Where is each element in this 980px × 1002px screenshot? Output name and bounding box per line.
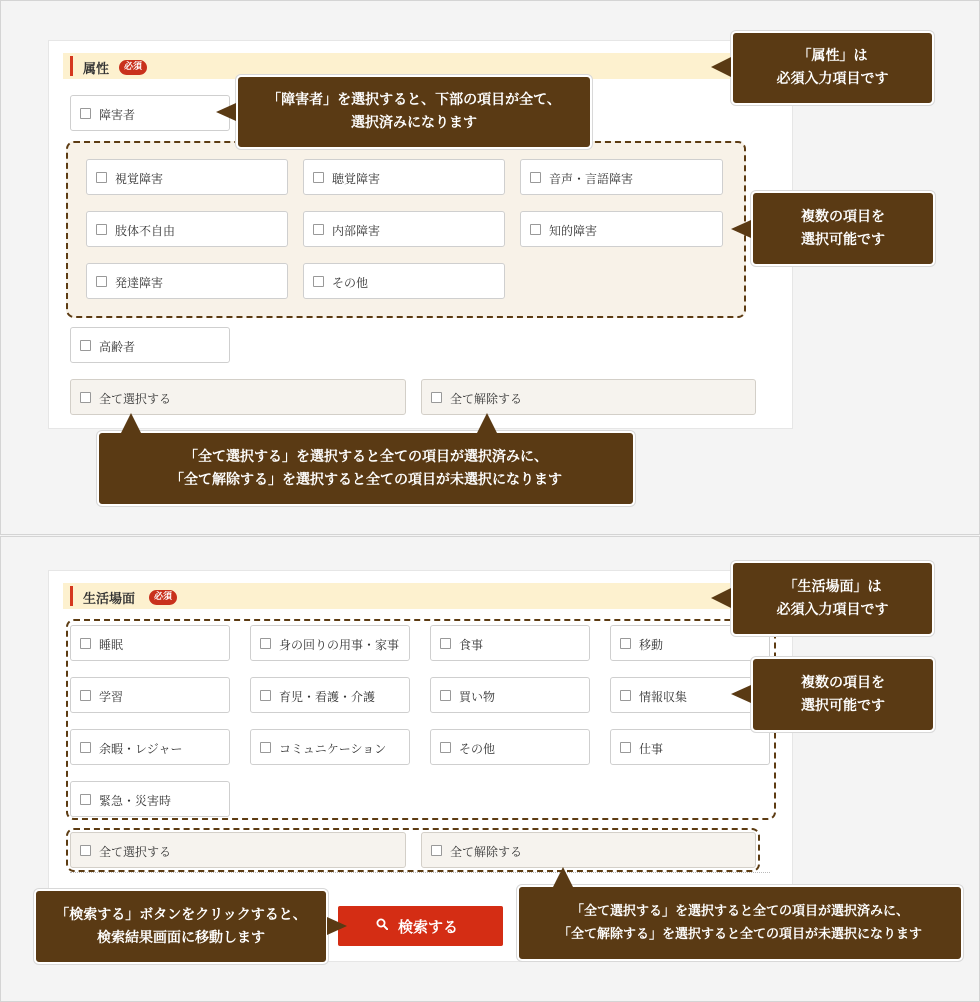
option-label: 知的障害 [549,224,598,238]
checkbox-unchecked-icon[interactable] [80,794,91,805]
option-other[interactable] [303,263,505,299]
option-label: 情報収集 [639,690,688,704]
checkbox-unchecked-icon[interactable] [620,742,631,753]
header-accent-bar [70,56,73,76]
option-label: 聴覚障害 [332,172,381,186]
option-label: 視覚障害 [115,172,164,186]
option-developmental[interactable] [86,263,288,299]
divider [70,872,770,873]
option-sleep[interactable] [70,625,230,661]
option-label: 食事 [459,638,484,652]
option-leisure[interactable] [70,729,230,765]
option-physical[interactable] [86,211,288,247]
option-shopping[interactable] [430,677,590,713]
checkbox-unchecked-icon[interactable] [96,172,107,183]
tooltip-arrow [216,103,236,121]
option-label: 余暇・レジャー [99,742,183,756]
tooltip-text: 「障害者」を選択すると、下部の項目が全て、 選択済みになります [267,92,561,131]
tooltip-text: 「全て選択する」を選択すると全ての項目が選択済みに、 「全て解除する」を選択すると全ての項目が未選択になります [170,448,562,488]
tooltip-text: 複数の項目を 選択可能です [801,674,885,714]
checkbox-unchecked-icon[interactable] [313,172,324,183]
tooltip-arrow [731,220,751,238]
checkbox-unchecked-icon[interactable] [260,638,271,649]
checkbox-unchecked-icon[interactable] [440,690,451,701]
option-learning[interactable] [70,677,230,713]
option-label: 移動 [639,638,664,652]
checkbox-unchecked-icon[interactable] [80,845,91,856]
header-accent-bar [70,586,73,606]
checkbox-unchecked-icon[interactable] [260,742,271,753]
option-emergency[interactable] [70,781,230,817]
tooltip-arrow [731,685,751,703]
option-hearing[interactable] [303,159,505,195]
tooltip-text: 複数の項目を 選択可能です [801,208,885,248]
option-chores[interactable] [250,625,410,661]
required-badge: 必須 [119,60,147,75]
checkbox-unchecked-icon[interactable] [80,340,91,351]
option-label: コミュニケーション [279,742,387,756]
checkbox-unchecked-icon[interactable] [440,638,451,649]
tooltip-text: 「全て選択する」を選択すると全ての項目が選択済みに、 「全て解除する」を選択すると全ての項目が未選択になります [557,904,922,942]
required-badge: 必須 [149,590,177,605]
option-label: 睡眠 [99,638,124,652]
checkbox-unchecked-icon[interactable] [80,690,91,701]
tooltip-arrow [327,917,347,935]
checkbox-unchecked-icon[interactable] [260,690,271,701]
option-label: 全て選択する [99,845,172,859]
tooltip-multiple [751,191,935,266]
checkbox-unchecked-icon[interactable] [620,690,631,701]
checkbox-unchecked-icon[interactable] [431,845,442,856]
option-childcare[interactable] [250,677,410,713]
option-label: 発達障害 [115,276,164,290]
option-disability[interactable] [70,95,230,131]
tooltip-arrow [553,867,573,887]
search-button-label: 検索する [398,918,459,936]
checkbox-unchecked-icon[interactable] [80,638,91,649]
option-label: 肢体不自由 [115,224,176,238]
option-label: 高齢者 [99,340,136,354]
checkbox-unchecked-icon[interactable] [96,276,107,287]
option-label: 身の回りの用事・家事 [279,638,400,652]
checkbox-unchecked-icon[interactable] [530,172,541,183]
tooltip-arrow [711,57,731,77]
option-speech[interactable] [520,159,723,195]
checkbox-unchecked-icon[interactable] [530,224,541,235]
option-label: 買い物 [459,690,496,704]
select-all-button[interactable] [70,379,406,415]
deselect-all-button[interactable] [421,379,756,415]
checkbox-unchecked-icon[interactable] [440,742,451,753]
option-label: 全て選択する [99,392,172,406]
tooltip-disability [236,75,592,149]
tooltip-arrow [711,588,731,608]
option-communication[interactable] [250,729,410,765]
option-label: 全て解除する [450,392,523,406]
checkbox-unchecked-icon[interactable] [431,392,442,403]
option-work[interactable] [610,729,770,765]
option-label: 内部障害 [332,224,381,238]
tooltip-arrow [121,413,141,433]
tooltip-required [731,31,934,105]
tooltip-search [34,889,328,964]
checkbox-unchecked-icon[interactable] [620,638,631,649]
tooltip-required [731,561,934,636]
option-internal[interactable] [303,211,505,247]
checkbox-unchecked-icon[interactable] [96,224,107,235]
checkbox-unchecked-icon[interactable] [80,742,91,753]
tooltip-text: 「検索する」ボタンをクリックすると、 検索結果画面に移動します [55,906,307,946]
search-button[interactable] [338,906,503,946]
option-label: 音声・言語障害 [549,172,634,186]
option-other[interactable] [430,729,590,765]
option-intellectual[interactable] [520,211,723,247]
option-label: 緊急・災害時 [99,794,172,808]
select-all-button[interactable] [70,832,406,868]
option-visual[interactable] [86,159,288,195]
option-label: 障害者 [99,108,136,122]
tooltip-text: 「属性」は 必須入力項目です [776,48,889,87]
life-scenes-header [63,583,773,609]
tooltip-text: 「生活場面」は 必須入力項目です [776,578,889,618]
option-label: その他 [332,276,369,290]
checkbox-unchecked-icon[interactable] [80,108,91,119]
option-label: 学習 [99,690,124,704]
magnifier-icon [376,918,388,930]
deselect-all-button[interactable] [421,832,756,868]
tooltip-arrow [477,413,497,433]
tooltip-multiple [751,657,935,732]
checkbox-unchecked-icon[interactable] [313,224,324,235]
tooltip-select-all [97,431,635,506]
checkbox-unchecked-icon[interactable] [313,276,324,287]
option-label: 仕事 [639,742,664,756]
option-label: 育児・看護・介護 [279,690,376,704]
section-title: 属性 [83,62,110,77]
section-title: 生活場面 [83,592,136,607]
option-elderly[interactable] [70,327,230,363]
option-label: 全て解除する [450,845,523,859]
option-label: その他 [459,742,496,756]
tooltip-select-all [517,885,963,961]
option-meal[interactable] [430,625,590,661]
checkbox-unchecked-icon[interactable] [80,392,91,403]
